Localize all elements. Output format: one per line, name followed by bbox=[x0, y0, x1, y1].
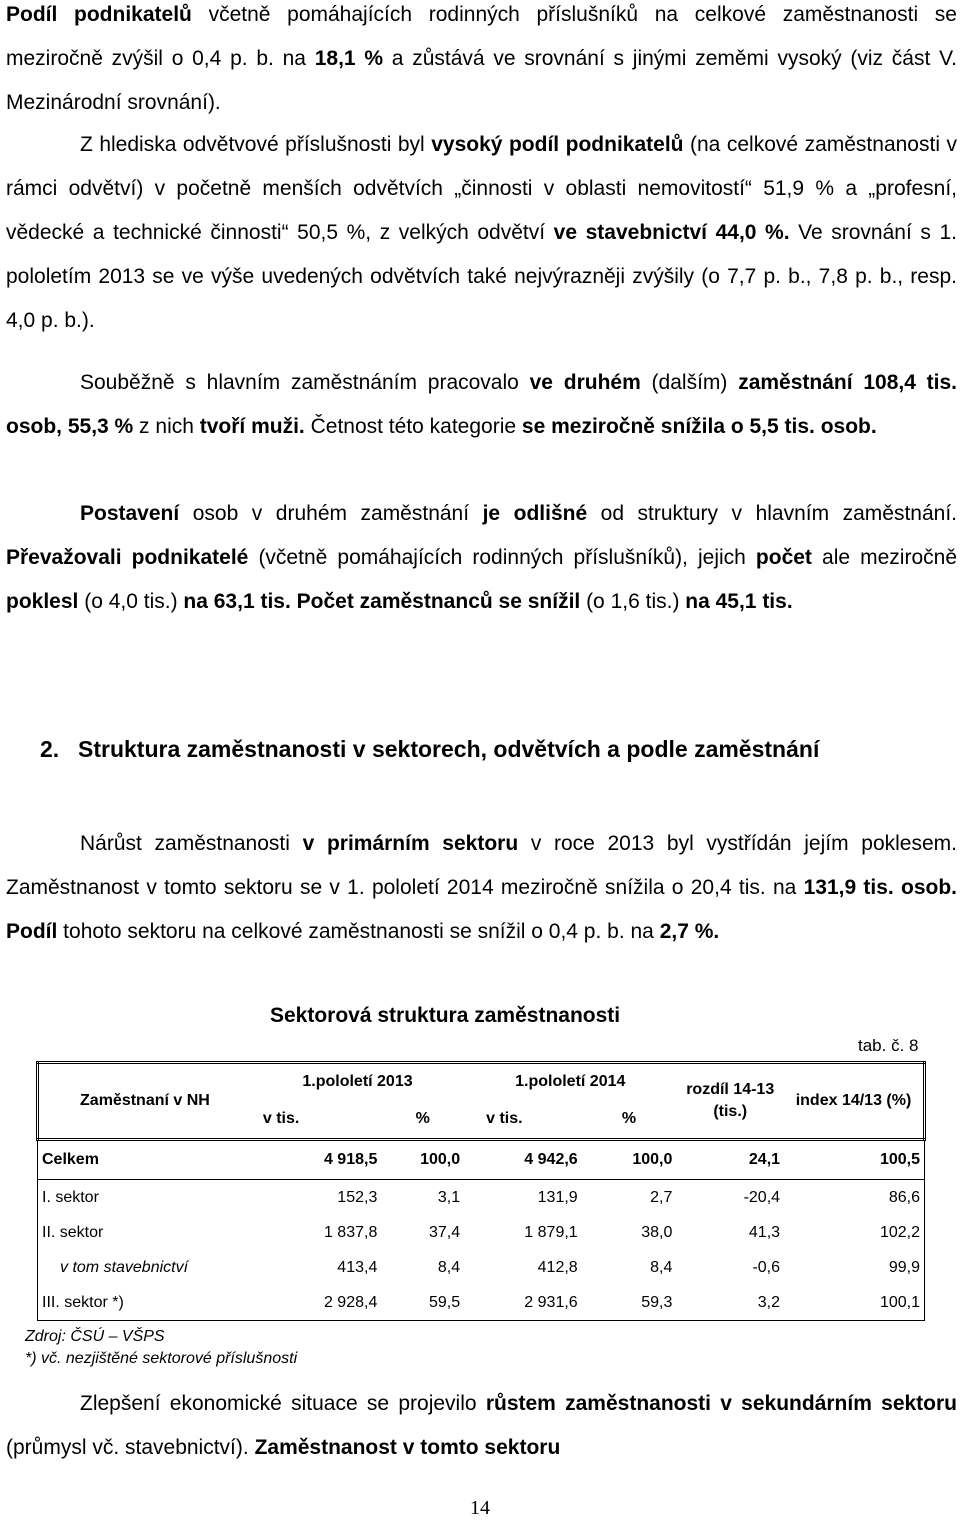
cell-index: 99,9 bbox=[784, 1250, 924, 1285]
cell-p14: 8,4 bbox=[650, 1258, 673, 1276]
subheader-vtis-2013: v tis. bbox=[262, 1110, 300, 1127]
row-label: I. sektor bbox=[38, 1180, 251, 1216]
table-title: Sektorová struktura zaměstnanosti bbox=[270, 1004, 621, 1027]
table-number: tab. č. 8 bbox=[858, 1036, 919, 1055]
paragraph-self-employed-share: Podíl podnikatelů včetně pomáhajících rodinných příslušníků na celkové zaměstnanosti se meziročně zvýšil o 0,4 p. b. na 18,1 % a zůstává ve srovnání s jinými zeměmi vysoký (viz část V. Mezinárodní srovnání). bbox=[6, 3, 957, 114]
cell-diff: 24,1 bbox=[676, 1140, 784, 1180]
paragraph-second-job-status: Postavení osob v druhém zaměstnání je odlišné od struktury v hlavním zaměstnání. Převažovali podnikatelé (včetně pomáhajících rodinných příslušníků), jejich počet ale meziročně poklesl (o 4,0 tis.) na 63,1 tis. Počet zaměstnanců se snížil (o 1,6 tis.) na 45,1 tis. bbox=[6, 502, 958, 613]
header-diff: rozdíl 14-13 (tis.) bbox=[676, 1063, 784, 1140]
cell-v13: 2 928,4 bbox=[251, 1285, 381, 1321]
cell-diff: 3,2 bbox=[676, 1285, 784, 1321]
subheader-vtis-2014: v tis. bbox=[486, 1110, 523, 1127]
cell-p14: 38,0 bbox=[641, 1223, 673, 1241]
cell-v14: 4 942,6 bbox=[464, 1140, 582, 1180]
cell-p14: 2,7 bbox=[650, 1188, 673, 1206]
table-row bbox=[38, 1250, 925, 1285]
cell-v13: 1 837,8 bbox=[323, 1223, 378, 1241]
cell-index: 102,2 bbox=[784, 1215, 924, 1250]
cell-p13: 37,4 bbox=[428, 1223, 461, 1241]
paragraph-secondary-sector: Zlepšení ekonomické situace se projevilo růstem zaměstnanosti v sekundárním sektoru (průmysl vč. stavebnictví). Zaměstnanost v tomto sektoru bbox=[6, 1392, 958, 1459]
row-label: v tom stavebnictví bbox=[38, 1250, 251, 1285]
cell-v13: 152,3 bbox=[337, 1188, 378, 1206]
subheader-pct-2014: % bbox=[621, 1110, 637, 1127]
cell-p13: 8,4 bbox=[437, 1258, 461, 1276]
cell-v14: 2 931,6 bbox=[464, 1285, 582, 1321]
cell-v14: 131,9 bbox=[537, 1188, 578, 1206]
subheader-pct-2013: % bbox=[415, 1110, 430, 1127]
table-row bbox=[38, 1285, 925, 1321]
cell-diff: -0,6 bbox=[752, 1258, 781, 1276]
cell-diff: -20,4 bbox=[743, 1188, 781, 1206]
paragraph-primary-sector: Nárůst zaměstnanosti v primárním sektoru v roce 2013 byl vystřídán jejím poklesem. Zaměstnanost v tomto sektoru se v 1. pololetí 2014 meziročně snížila o 20,4 tis. na 131,9 tis. osob. Podíl tohoto sektoru na celkové zaměstnanosti se snížil o 0,4 p. b. na 2,7 %. bbox=[6, 832, 957, 943]
cell-v14: 412,8 bbox=[537, 1258, 578, 1276]
row-label: Celkem bbox=[38, 1140, 251, 1180]
cell-p14: 59,3 bbox=[582, 1285, 677, 1321]
cell-v13: 4 918,5 bbox=[251, 1140, 381, 1180]
cell-v13: 413,4 bbox=[337, 1258, 378, 1276]
cell-p13: 3,1 bbox=[437, 1188, 461, 1206]
table-row bbox=[38, 1215, 925, 1250]
table-footnote: *) vč. nezjištěné sektorové příslušnosti bbox=[25, 1350, 298, 1367]
table-source-notes bbox=[25, 1326, 297, 1370]
header-2014: 1.pololetí 2014 bbox=[464, 1063, 676, 1101]
table-header-row bbox=[38, 1063, 925, 1101]
cell-index: 100,1 bbox=[784, 1285, 924, 1321]
table-source: Zdroj: ČSÚ – VŠPS bbox=[25, 1328, 165, 1345]
table-row bbox=[38, 1180, 925, 1216]
header-index: index 14/13 (%) bbox=[784, 1063, 924, 1140]
cell-diff: 41,3 bbox=[748, 1223, 781, 1241]
page-number: 14 bbox=[470, 1497, 490, 1519]
table-row-total bbox=[38, 1140, 925, 1180]
section-heading bbox=[40, 734, 820, 764]
cell-v14: 1 879,1 bbox=[524, 1223, 578, 1241]
paragraph-second-job: Souběžně s hlavním zaměstnáním pracovalo ve druhém (dalším) zaměstnání 108,4 tis. osob, 55,3 % z nich tvoří muži. Četnost této kategorie se meziročně snížila o 5,5 tis. osob. bbox=[6, 371, 958, 438]
cell-p13: 59,5 bbox=[381, 1285, 464, 1321]
cell-p14: 100,0 bbox=[582, 1140, 677, 1180]
section-title: Struktura zaměstnanosti v sektorech, odvětvích a podle zaměstnání bbox=[78, 736, 820, 762]
row-label: II. sektor bbox=[38, 1215, 251, 1250]
row-label: III. sektor *) bbox=[38, 1285, 251, 1321]
paragraph-industry-share: Z hlediska odvětvové příslušnosti byl vysoký podíl podnikatelů (na celkové zaměstnanosti v rámci odvětví) v početně menších odvětvích „činnosti v oblasti nemovitostí“ 51,9 % a „profesní, vědecké a technické činnosti“ 50,5 %, z velkých odvětví ve stavebnictví 44,0 %. Ve srovnání s 1. pololetím 2013 se ve výše uvedených odvětvích také nejvýrazněji zvýšily (o 7,7 p. b., 7,8 p. b., resp. 4,0 p. b.). bbox=[6, 133, 957, 332]
header-2013: 1.pololetí 2013 bbox=[251, 1063, 464, 1101]
cell-index: 100,5 bbox=[784, 1140, 924, 1180]
cell-p13: 100,0 bbox=[381, 1140, 464, 1180]
header-label: Zaměstnaní v NH bbox=[38, 1063, 251, 1140]
section-number: 2. bbox=[40, 736, 60, 762]
sector-structure-table bbox=[36, 1061, 926, 1321]
cell-index: 86,6 bbox=[784, 1180, 924, 1216]
